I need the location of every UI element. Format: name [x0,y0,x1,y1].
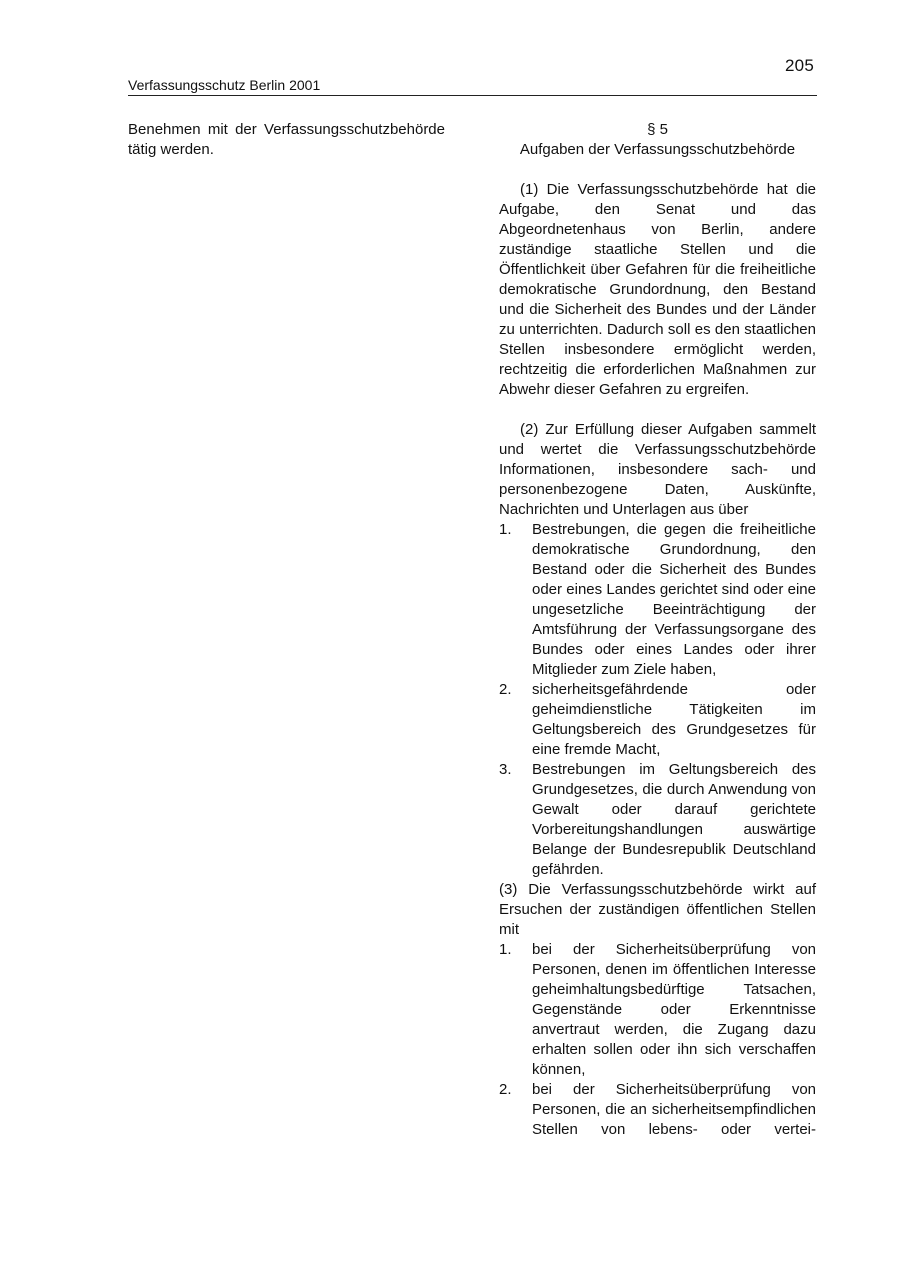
paragraph-1: (1) Die Verfassungsschutzbehörde hat die Aufgabe, den Senat und das Abgeordnetenhaus von Berlin, andere zuständige staatliche Stellen und die Öffentlichkeit über Gefahren für die freiheitliche demokratische Grundordnung, den Bestand und die Sicherheit des Bundes und der Länder zu unterrichten. Dadurch soll es den staatlichen Stellen insbesondere ermöglicht werden, rechtzeitig die erforderlichen Maßnahmen zur Abwehr dieser Gefahren zu ergreifen. [499,181,816,398]
left-paragraph: Benehmen mit der Verfassungsschutzbehörde tätig werden. [128,121,445,158]
list-paragraph-2 [499,520,816,880]
list-item [499,940,816,1080]
list-item-text: bei der Sicherheitsüberprüfung von Personen, die an sicherheitsempfindlichen Stellen von lebens- oder vertei- [532,1081,816,1138]
list-item [499,1080,816,1140]
right-column [499,120,816,1140]
list-item-number: 2. [499,681,512,698]
list-item-number: 1. [499,521,512,538]
list-item-text: Bestrebungen, die gegen die freiheitliche demokratische Grundordnung, den Bestand oder die Sicherheit des Bundes oder eines Landes gerichtet sind oder eine ungesetzliche Beeinträchtigung der Amtsführung der Verfassungsorgane des Bundes oder eines Landes oder ihrer Mitglieder zum Ziele haben, [532,521,816,678]
section-number: § 5 [647,121,668,138]
list-item-number: 2. [499,1081,512,1098]
list-item [499,680,816,760]
section-title: Aufgaben der Verfassungsschutzbehörde [519,141,796,158]
page-number: 205 [785,56,814,75]
paragraph-2: (2) Zur Erfüllung dieser Aufgaben sammelt und wertet die Verfassungsschutzbehörde Informationen, insbesondere sach- und personenbezogene Daten, Auskünfte, Nachrichten und Unterlagen aus über [499,421,816,518]
list-item-text: Bestrebungen im Geltungsbereich des Grundgesetzes, die durch Anwendung von Gewalt oder darauf gerichtete Vorbereitungshandlungen auswärtige Belange der Bundesrepublik Deutschland gefährden. [532,761,816,878]
list-item-number: 3. [499,761,512,778]
list-item [499,520,816,680]
running-header: Verfassungsschutz Berlin 2001 [128,77,321,93]
left-column [128,120,445,160]
list-item-text: bei der Sicherheitsüberprüfung von Personen, denen im öffentlichen Interesse geheimhaltungsbedürftige Tatsachen, Gegenstände oder Erkenntnisse anvertraut werden, die Zugang dazu erhalten sollen oder ihn sich verschaffen können, [532,941,816,1078]
list-item [499,760,816,880]
list-item-number: 1. [499,941,512,958]
header-rule [128,95,817,96]
list-item-text: sicherheitsgefährdende oder geheimdienstliche Tätigkeiten im Geltungsbereich des Grundgesetzes für eine fremde Macht, [532,681,816,758]
paragraph-3: (3) Die Verfassungsschutzbehörde wirkt auf Ersuchen der zuständigen öffentlichen Stellen mit [499,881,816,938]
list-paragraph-3 [499,940,816,1140]
